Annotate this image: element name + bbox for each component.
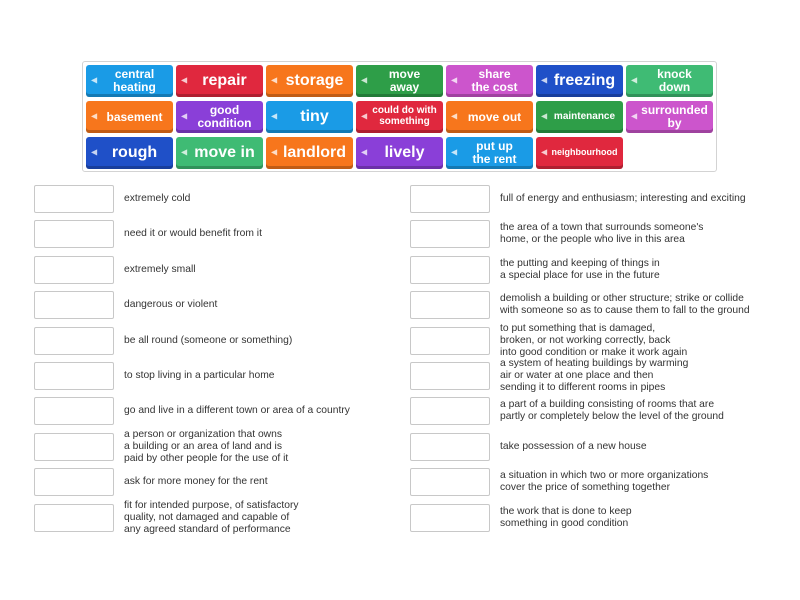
speaker-icon[interactable]: ◀ xyxy=(631,75,638,85)
word-tile[interactable] xyxy=(86,65,173,97)
word-tile[interactable] xyxy=(266,137,353,169)
definition-text: extremely small xyxy=(124,263,196,275)
speaker-icon[interactable]: ◀ xyxy=(361,147,368,157)
definition-text: to stop living in a particular home xyxy=(124,370,275,381)
answer-drop-slot[interactable] xyxy=(410,256,490,284)
word-tile[interactable] xyxy=(446,65,533,97)
word-tile[interactable] xyxy=(626,101,713,133)
speaker-icon[interactable]: ◀ xyxy=(181,111,188,121)
answer-drop-slot[interactable] xyxy=(410,397,490,425)
word-tile-label: repair xyxy=(202,72,247,90)
definition-text: to put something that is damaged, broken, or not working correctly, back into good condition or make it work again xyxy=(500,322,688,358)
word-tile-label: tiny xyxy=(300,108,329,126)
answer-drop-slot[interactable] xyxy=(34,433,114,461)
word-tile[interactable] xyxy=(536,101,623,133)
speaker-icon[interactable]: ◀ xyxy=(541,111,548,121)
word-tile[interactable] xyxy=(176,137,263,169)
answer-drop-slot[interactable] xyxy=(410,504,490,532)
word-tile[interactable] xyxy=(86,101,173,133)
definition-text: go and live in a different town or area of a country xyxy=(124,405,350,417)
answer-drop-slot[interactable] xyxy=(410,362,490,390)
word-tile-label: put up the rent xyxy=(472,139,517,166)
speaker-icon[interactable]: ◀ xyxy=(451,111,458,121)
definition-text: the putting and keeping of things in a special place for use in the future xyxy=(500,257,660,281)
speaker-icon[interactable]: ◀ xyxy=(631,111,638,121)
word-tile[interactable] xyxy=(626,65,713,97)
word-tile-label: good condition xyxy=(197,103,252,130)
speaker-icon[interactable]: ◀ xyxy=(271,75,278,85)
word-tile[interactable] xyxy=(86,137,173,169)
word-tile[interactable] xyxy=(356,65,443,97)
answer-drop-slot[interactable] xyxy=(410,220,490,248)
word-tile-label: share the cost xyxy=(471,67,518,94)
word-tile-label: move away xyxy=(388,67,421,94)
speaker-icon[interactable]: ◀ xyxy=(361,111,368,121)
word-tile-label: storage xyxy=(285,72,344,90)
answer-drop-slot[interactable] xyxy=(34,362,114,390)
word-tile[interactable] xyxy=(176,101,263,133)
answer-drop-slot[interactable] xyxy=(34,256,114,284)
definition-text: a situation in which two or more organizations cover the price of something together xyxy=(500,470,709,494)
word-tile[interactable] xyxy=(176,65,263,97)
word-tile-label: maintenance xyxy=(553,110,616,122)
answer-drop-slot[interactable] xyxy=(410,468,490,496)
word-tile[interactable] xyxy=(536,137,623,169)
definition-text: ask for more money for the rent xyxy=(124,476,268,488)
answer-drop-slot[interactable] xyxy=(34,327,114,355)
definition-text: fit for intended purpose, of satisfactory quality, not damaged and capable of any agreed standard of performance xyxy=(124,499,299,535)
definition-text: demolish a building or other structure; strike or collide with someone so as to cause them to fall to the ground xyxy=(500,293,750,317)
answer-drop-slot[interactable] xyxy=(410,291,490,319)
speaker-icon[interactable]: ◀ xyxy=(91,75,98,85)
word-bank xyxy=(82,61,717,172)
word-tile[interactable] xyxy=(266,65,353,97)
definition-text: a system of heating buildings by warming air or water at one place and then sending it to different rooms in pipes xyxy=(500,358,689,393)
definition-text: the work that is done to keep something in good condition xyxy=(500,505,632,529)
word-tile-label: move out xyxy=(467,109,522,124)
word-tile[interactable] xyxy=(446,137,533,169)
definition-text: need it or would benefit from it xyxy=(124,228,262,240)
word-tile-label: could do with something xyxy=(372,105,437,127)
answer-drop-slot[interactable] xyxy=(410,433,490,461)
word-tile-label: basement xyxy=(106,109,163,124)
word-tile[interactable] xyxy=(266,101,353,133)
word-tile[interactable] xyxy=(536,65,623,97)
answer-drop-slot[interactable] xyxy=(34,468,114,496)
word-tile-label: move in xyxy=(194,144,255,162)
word-tile[interactable] xyxy=(446,101,533,133)
answer-drop-slot[interactable] xyxy=(34,220,114,248)
speaker-icon[interactable]: ◀ xyxy=(451,147,458,157)
speaker-icon[interactable]: ◀ xyxy=(271,147,278,157)
definition-text: extremely cold xyxy=(124,193,191,204)
definition-text: be all round (someone or something) xyxy=(124,334,293,346)
speaker-icon[interactable]: ◀ xyxy=(181,75,188,85)
answer-drop-slot[interactable] xyxy=(34,397,114,425)
speaker-icon[interactable]: ◀ xyxy=(451,75,458,85)
definition-text: take possession of a new house xyxy=(500,440,647,452)
word-tile-label: freezing xyxy=(553,72,616,90)
answer-drop-slot[interactable] xyxy=(34,185,114,213)
speaker-icon[interactable]: ◀ xyxy=(271,111,278,121)
speaker-icon[interactable]: ◀ xyxy=(541,147,548,157)
answer-drop-slot[interactable] xyxy=(34,504,114,532)
speaker-icon[interactable]: ◀ xyxy=(91,147,98,157)
definition-text: a part of a building consisting of rooms that are partly or completely below the level of the ground xyxy=(500,399,724,423)
word-tile-label: knock down xyxy=(657,67,692,94)
definition-text: full of energy and enthusiasm; interesting and exciting xyxy=(500,193,746,204)
answer-drop-slot[interactable] xyxy=(410,327,490,355)
speaker-icon[interactable]: ◀ xyxy=(541,75,548,85)
word-tile-label: landlord xyxy=(282,144,347,162)
definition-text: dangerous or violent xyxy=(124,299,218,311)
speaker-icon[interactable]: ◀ xyxy=(91,111,98,121)
speaker-icon[interactable]: ◀ xyxy=(361,75,368,85)
word-tile-label: rough xyxy=(111,144,158,162)
word-tile-label: neighbourhood xyxy=(551,147,618,158)
word-tile[interactable] xyxy=(356,101,443,133)
answer-drop-slot[interactable] xyxy=(410,185,490,213)
word-tile[interactable] xyxy=(356,137,443,169)
speaker-icon[interactable]: ◀ xyxy=(181,147,188,157)
word-tile-label: central heating xyxy=(113,67,156,94)
definition-text: the area of a town that surrounds someone's home, or the people who live in this area xyxy=(500,222,704,246)
answer-drop-slot[interactable] xyxy=(34,291,114,319)
word-tile-label: surrounded by xyxy=(641,103,708,130)
definition-text: a person or organization that owns a building or an area of land and is paid by other people for the use of it xyxy=(124,428,289,464)
word-tile-label: lively xyxy=(384,144,425,162)
